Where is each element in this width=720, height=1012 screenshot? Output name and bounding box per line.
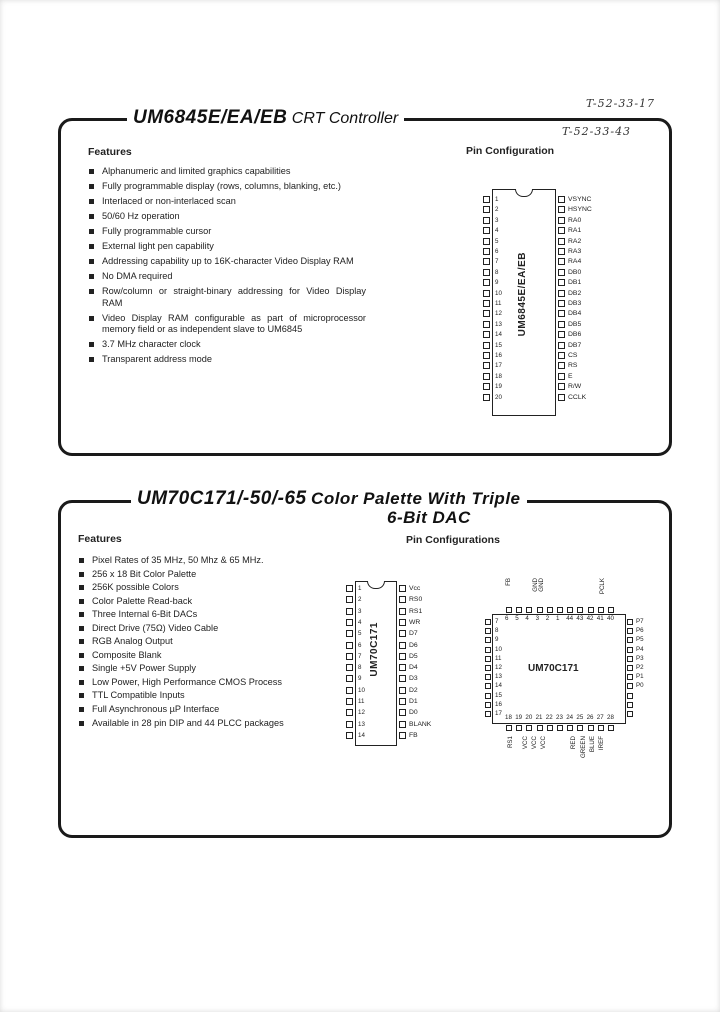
pin-number: 41 [596, 615, 604, 622]
pin-box [346, 709, 353, 716]
plcc-bottom-label: VCC [522, 736, 529, 750]
feature-item: No DMA required [88, 271, 366, 283]
pin-box [558, 248, 565, 255]
pin-number: 10 [358, 686, 365, 694]
pin-box [399, 596, 406, 603]
pin-number: 17 [495, 362, 502, 370]
pin-number: 1 [495, 196, 499, 203]
pin-box [558, 373, 565, 380]
um70c171-title-line2: 6-Bit DAC [381, 509, 477, 527]
pin-number: 6 [495, 248, 499, 255]
pin-box [558, 279, 565, 286]
plcc-bottom-label: VCC [531, 736, 538, 750]
um70c171-title-part: UM70C171/-50/-65 [137, 488, 307, 509]
pin-number: 44 [566, 615, 574, 622]
pin-name: D1 [409, 698, 418, 705]
plcc-bottom-label: RED [570, 736, 577, 750]
feature-item: 256 x 18 Bit Color Palette [78, 569, 338, 581]
um6845-title [127, 108, 404, 127]
pin-number: 9 [495, 636, 499, 644]
pin-number: 2 [358, 596, 362, 604]
um6845-features-heading: Features [88, 146, 132, 158]
um6845-dip40-chip [492, 189, 556, 416]
pin-box [483, 300, 490, 307]
pin-number: 10 [495, 289, 502, 297]
pin-name: DB1 [568, 279, 582, 287]
um6845-title-rest: CRT Controller [291, 110, 399, 127]
pin-box [346, 596, 353, 603]
um70c171-plcc-label: UM70C171 [528, 663, 579, 674]
pin-number: 8 [358, 664, 362, 672]
pin-number: 2 [495, 206, 499, 214]
pin-box [485, 647, 491, 653]
feature-item: Color Palette Read-back [78, 596, 338, 608]
feature-item: Row/column or straight-binary addressing for Video Display RAM [88, 286, 366, 310]
pin-number: 9 [358, 675, 362, 683]
pin-box [483, 342, 490, 349]
pin-name: CCLK [568, 393, 587, 401]
pin-number: 12 [358, 709, 365, 717]
pin-box [399, 653, 406, 660]
pin-box [526, 607, 532, 613]
pin-box [627, 665, 633, 671]
pin-box [608, 607, 614, 613]
pin-box [627, 628, 633, 634]
pin-name: D6 [409, 641, 418, 649]
pin-name: E [568, 372, 573, 380]
pin-name: RS0 [409, 596, 423, 604]
pin-number: 14 [495, 331, 502, 339]
pin-box [485, 693, 491, 699]
pin-box [346, 585, 353, 592]
um6845-features-list [88, 166, 366, 369]
pin-number: 5 [515, 615, 519, 622]
pin-box [399, 630, 406, 637]
pin-box [483, 269, 490, 276]
pin-box [627, 619, 633, 625]
pin-box [399, 585, 406, 592]
handwritten-note-2: T-52-33-43 [562, 125, 632, 138]
plcc-bottom-label: BLUE [589, 736, 596, 753]
um70c171-title-rest: Color Palette With Triple [311, 489, 521, 508]
pin-name: DB3 [568, 300, 582, 307]
pin-number: 13 [495, 320, 502, 328]
pin-box [506, 607, 512, 613]
pin-box [485, 637, 491, 643]
feature-item: Fully programmable cursor [88, 226, 366, 238]
pin-box [399, 732, 406, 739]
pin-name: RS1 [409, 607, 423, 615]
pin-number: 24 [566, 714, 574, 721]
pin-number: 28 [607, 714, 614, 721]
um70c171-plcc44-package [492, 614, 626, 724]
pin-box [399, 698, 406, 705]
pin-box [485, 628, 491, 634]
pin-box [558, 352, 565, 359]
pin-box [346, 630, 353, 637]
pin-box [485, 665, 491, 671]
pin-box [485, 656, 491, 662]
pin-number: 13 [495, 673, 502, 681]
pin-box [483, 290, 490, 297]
pin-number: 8 [495, 268, 499, 276]
pin-box [483, 373, 490, 380]
feature-item: Addressing capability up to 16K-character Video Display RAM [88, 256, 366, 268]
pin-number: 21 [535, 714, 543, 721]
pin-name: D3 [409, 675, 418, 683]
pin-box [346, 675, 353, 682]
pin-number: 2 [545, 615, 550, 622]
um70c171-features-heading: Features [78, 533, 122, 545]
pin-name: P4 [636, 645, 644, 653]
feature-item: Fully programmable display (rows, columns, blanking, etc.) [88, 181, 366, 193]
pin-box [346, 608, 353, 615]
pin-name: P2 [636, 664, 644, 671]
pin-box [588, 607, 594, 613]
pin-name: P3 [636, 654, 644, 662]
feature-item: Pixel Rates of 35 MHz, 50 Mhz & 65 MHz. [78, 555, 338, 567]
pin-box [627, 647, 633, 653]
pin-number: 11 [358, 698, 365, 705]
pin-name: RS [568, 362, 578, 370]
pin-name: HSYNC [568, 206, 592, 214]
pin-number: 7 [358, 652, 362, 660]
pin-number: 4 [358, 618, 362, 626]
pin-name: VSYNC [568, 196, 592, 203]
pin-name: RA4 [568, 258, 582, 266]
plcc-top-label: FB [505, 578, 512, 586]
pin-box [485, 619, 491, 625]
pin-name: D4 [409, 664, 418, 672]
feature-item: Video Display RAM configurable as part of microprocessor memory field or as independent slave to UM6845 [88, 313, 366, 337]
pin-box [547, 725, 553, 731]
pin-box [346, 619, 353, 626]
pin-number: 4 [495, 227, 499, 235]
pin-number: 16 [495, 700, 502, 708]
pin-box [627, 711, 633, 717]
pin-box [346, 698, 353, 705]
pin-box [557, 607, 563, 613]
pin-box [537, 725, 543, 731]
pin-number: 6 [505, 615, 509, 622]
feature-item: Composite Blank [78, 650, 338, 662]
pin-box [577, 607, 583, 613]
pin-number: 7 [495, 258, 499, 266]
feature-item: RGB Analog Output [78, 636, 338, 648]
feature-item: Full Asynchronous µP Interface [78, 704, 338, 716]
pin-number: 20 [525, 714, 533, 721]
pin-number: 11 [495, 300, 502, 307]
feature-item: 256K possible Colors [78, 582, 338, 594]
pin-number: 1 [358, 585, 362, 592]
pin-box [588, 725, 594, 731]
pin-box [483, 206, 490, 213]
pin-box [558, 362, 565, 369]
pin-box [485, 702, 491, 708]
pin-box [558, 321, 565, 328]
pin-box [346, 642, 353, 649]
pin-box [516, 725, 522, 731]
pin-number: 1 [556, 615, 560, 622]
pin-name: WR [409, 618, 421, 626]
pin-box [483, 238, 490, 245]
pin-number: 17 [495, 710, 502, 717]
pin-name: RA0 [568, 216, 582, 224]
pin-box [608, 725, 614, 731]
pin-number: 12 [495, 310, 502, 318]
um70c171-dip-label: UM70C171 [369, 622, 380, 677]
pin-name: P0 [636, 682, 644, 690]
pin-number: 5 [358, 630, 362, 638]
feature-item: Low Power, High Performance CMOS Process [78, 677, 338, 689]
pin-number: 9 [495, 279, 499, 287]
pin-name: D2 [409, 686, 418, 694]
pin-box [399, 642, 406, 649]
pin-name: R/W [568, 383, 582, 391]
pin-number: 3 [358, 607, 362, 615]
pin-box [485, 683, 491, 689]
chip-notch [515, 189, 533, 197]
feature-item: Single +5V Power Supply [78, 663, 338, 675]
plcc-bottom-label: RS1 [507, 736, 514, 749]
feature-item: TTL Compatible Inputs [78, 690, 338, 702]
pin-name: RA3 [568, 248, 582, 255]
pin-number: 18 [505, 714, 512, 721]
pin-box [627, 656, 633, 662]
pin-number: 27 [596, 714, 604, 721]
pin-box [483, 352, 490, 359]
pin-name: DB2 [568, 289, 582, 297]
pin-name: P6 [636, 627, 644, 635]
pin-box [399, 619, 406, 626]
pin-box [537, 607, 543, 613]
feature-item: Transparent address mode [88, 354, 366, 366]
pin-box [346, 687, 353, 694]
pin-box [558, 290, 565, 297]
pin-box [483, 362, 490, 369]
pin-box [558, 258, 565, 265]
pin-number: 19 [495, 383, 502, 391]
pin-number: 16 [495, 352, 502, 359]
pin-name: DB0 [568, 268, 582, 276]
um70c171-pin-heading: Pin Configurations [406, 534, 500, 546]
um6845-title-part: UM6845E/EA/EB [133, 107, 288, 128]
pin-name: DB5 [568, 320, 582, 328]
pin-number: 13 [358, 720, 365, 728]
pin-box [483, 258, 490, 265]
pin-name: D5 [409, 652, 418, 660]
pin-number: 7 [495, 618, 499, 625]
pin-number: 10 [495, 645, 502, 653]
pin-box [483, 321, 490, 328]
pin-number: 3 [495, 216, 499, 224]
plcc-bottom-label: IREF [598, 736, 605, 751]
pin-name: RA1 [568, 227, 582, 235]
feature-item: 50/60 Hz operation [88, 211, 366, 223]
pin-box [558, 394, 565, 401]
pin-number: 8 [495, 627, 499, 635]
pin-number: 12 [495, 664, 502, 671]
pin-box [346, 732, 353, 739]
pin-box [567, 725, 573, 731]
plcc-bottom-label: VCC [540, 736, 547, 750]
pin-number: 4 [525, 615, 529, 622]
pin-number: 14 [495, 682, 502, 690]
pin-name: P1 [636, 673, 644, 681]
pin-box [399, 675, 406, 682]
pin-box [483, 394, 490, 401]
plcc-top-label: GND [538, 578, 545, 592]
pin-name: D7 [409, 630, 418, 638]
pin-number: 3 [535, 615, 540, 622]
pin-name: BLANK [409, 720, 432, 728]
pin-box [483, 331, 490, 338]
chip-notch [367, 581, 385, 589]
um6845-chip-label: UM6845E/EA/EB [517, 252, 528, 337]
pin-number: 22 [545, 714, 553, 721]
pin-box [506, 725, 512, 731]
pin-box [485, 711, 491, 717]
pin-box [558, 300, 565, 307]
pin-box [485, 674, 491, 680]
um70c171-title [131, 489, 527, 508]
feature-item: Interlaced or non-interlaced scan [88, 196, 366, 208]
pin-box [558, 196, 565, 203]
pin-box [558, 227, 565, 234]
pin-number: 19 [515, 714, 523, 721]
pin-box [577, 725, 583, 731]
feature-item: 3.7 MHz character clock [88, 339, 366, 351]
pin-box [526, 725, 532, 731]
pin-box [483, 248, 490, 255]
pin-box [399, 687, 406, 694]
feature-item: External light pen capability [88, 241, 366, 253]
pin-box [483, 196, 490, 203]
plcc-bottom-label: GREEN [580, 736, 587, 759]
pin-name: DB6 [568, 331, 582, 339]
pin-box [567, 607, 573, 613]
pin-name: P7 [636, 618, 644, 625]
pin-box [483, 310, 490, 317]
pin-name: P5 [636, 636, 644, 644]
pin-number: 43 [576, 615, 584, 622]
pin-number: 26 [586, 714, 594, 721]
pin-number: 15 [495, 691, 502, 699]
pin-name: DB7 [568, 341, 582, 349]
pin-box [627, 683, 633, 689]
pin-box [399, 709, 406, 716]
pin-box [558, 206, 565, 213]
pin-box [483, 279, 490, 286]
pin-box [483, 217, 490, 224]
feature-item: Alphanumeric and limited graphics capabilities [88, 166, 366, 178]
pin-box [627, 637, 633, 643]
plcc-top-label: GND [532, 578, 539, 592]
pin-box [627, 702, 633, 708]
pin-name: Vcc [409, 585, 421, 592]
feature-item: Direct Drive (75Ω) Video Cable [78, 623, 338, 635]
pin-number: 5 [495, 237, 499, 245]
pin-box [516, 607, 522, 613]
pin-number: 20 [495, 393, 502, 401]
pin-box [558, 383, 565, 390]
pin-box [558, 238, 565, 245]
pin-box [346, 664, 353, 671]
pin-box [627, 693, 633, 699]
feature-item: Available in 28 pin DIP and 44 PLCC packages [78, 718, 338, 730]
pin-number: 42 [586, 615, 594, 622]
pin-name: FB [409, 731, 418, 739]
um70c171-features-list [78, 555, 338, 731]
pin-box [399, 608, 406, 615]
pin-number: 40 [607, 615, 614, 622]
pin-name: CS [568, 352, 578, 359]
pin-number: 6 [358, 641, 362, 649]
pin-number: 15 [495, 341, 502, 349]
pin-box [346, 721, 353, 728]
plcc-top-label: PCLK [599, 578, 606, 595]
handwritten-note-1: T-52-33-17 [586, 97, 656, 110]
pin-box [558, 269, 565, 276]
pin-box [399, 664, 406, 671]
pin-box [558, 310, 565, 317]
pin-box [598, 607, 604, 613]
pin-box [346, 653, 353, 660]
feature-item: Three Internal 6-Bit DACs [78, 609, 338, 621]
pin-number: 11 [495, 654, 502, 662]
pin-number: 18 [495, 372, 502, 380]
pin-box [627, 674, 633, 680]
pin-name: DB4 [568, 310, 582, 318]
pin-box [558, 331, 565, 338]
pin-number: 14 [358, 731, 365, 739]
pin-box [483, 383, 490, 390]
pin-box [558, 217, 565, 224]
pin-box [399, 721, 406, 728]
pin-name: RA2 [568, 237, 582, 245]
pin-number: 23 [556, 714, 563, 721]
pin-box [598, 725, 604, 731]
um6845-pin-heading: Pin Configuration [466, 145, 555, 157]
pin-name: D0 [409, 709, 418, 717]
pin-number: 25 [576, 714, 584, 721]
pin-box [483, 227, 490, 234]
pin-box [558, 342, 565, 349]
pin-box [547, 607, 553, 613]
pin-box [557, 725, 563, 731]
